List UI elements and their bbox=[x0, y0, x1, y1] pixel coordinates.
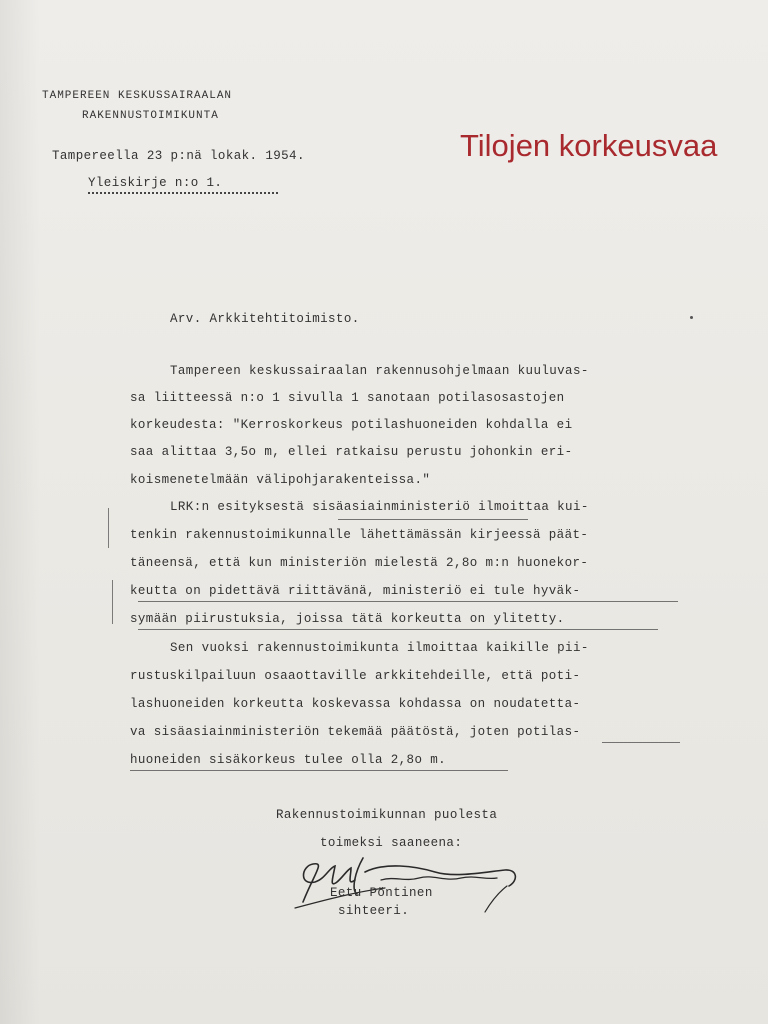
signer-name: Eetu Pöntinen bbox=[330, 886, 433, 900]
paragraph-line: korkeudesta: "Kerroskorkeus potilashuoneiden kohdalla ei bbox=[130, 418, 573, 432]
paragraph-line: symään piirustuksia, joissa tätä korkeutta on ylitetty. bbox=[130, 612, 565, 626]
hand-underline bbox=[138, 629, 658, 630]
paragraph-line: sa liitteessä n:o 1 sivulla 1 sanotaan potilasosastojen bbox=[130, 391, 565, 405]
closing-line1: Rakennustoimikunnan puolesta bbox=[276, 808, 498, 822]
reference-dotted-underline bbox=[88, 192, 278, 194]
margin-mark bbox=[108, 508, 109, 548]
paragraph-line: täneensä, että kun ministeriön mielestä 2,8o m:n huonekor- bbox=[130, 556, 589, 570]
hand-underline bbox=[138, 601, 678, 602]
paragraph-line: huoneiden sisäkorkeus tulee olla 2,8o m. bbox=[130, 753, 447, 767]
paragraph-line: lashuoneiden korkeutta koskevassa kohdassa on noudatetta- bbox=[130, 697, 581, 711]
org-name-line1: TAMPEREEN KESKUSSAIRAALAN bbox=[42, 90, 233, 102]
paragraph-line: keutta on pidettävä riittävänä, ministeriö ei tule hyväk- bbox=[130, 584, 581, 598]
paragraph-line: Sen vuoksi rakennustoimikunta ilmoittaa kaikille pii- bbox=[170, 641, 589, 655]
date-line: Tampereella 23 p:nä lokak. 1954. bbox=[52, 149, 305, 163]
org-name-line2: RAKENNUSTOIMIKUNTA bbox=[82, 110, 219, 122]
paragraph-line: va sisäasiainministeriön tekemää päätöstä, joten potilas- bbox=[130, 725, 581, 739]
hand-underline bbox=[602, 742, 680, 743]
salutation: Arv. Arkkitehtitoimisto. bbox=[170, 312, 360, 326]
overlay-title: Tilojen korkeusvaa bbox=[460, 128, 718, 163]
signer-title: sihteeri. bbox=[338, 904, 410, 918]
paragraph-line: tenkin rakennustoimikunnalle lähettämässän kirjeessä päät- bbox=[130, 528, 589, 542]
paragraph-line: LRK:n esityksestä sisäasiainministeriö ilmoittaa kui- bbox=[170, 500, 589, 514]
closing-line2: toimeksi saaneena: bbox=[320, 836, 463, 850]
paragraph-line: koismenetelmään välipohjarakenteissa." bbox=[130, 473, 431, 487]
paragraph-line: Tampereen keskussairaalan rakennusohjelmaan kuuluvas- bbox=[170, 364, 589, 378]
page-shadow bbox=[0, 0, 40, 1024]
paragraph-line: saa alittaa 3,5o m, ellei ratkaisu perustu johonkin eri- bbox=[130, 445, 573, 459]
margin-mark bbox=[112, 580, 113, 624]
paragraph-line: rustuskilpailuun osaaottaville arkkitehdeille, että poti- bbox=[130, 669, 581, 683]
ink-speck bbox=[690, 316, 693, 319]
reference-line: Yleiskirje n:o 1. bbox=[88, 176, 223, 190]
hand-underline bbox=[130, 770, 508, 771]
hand-underline bbox=[338, 519, 528, 520]
